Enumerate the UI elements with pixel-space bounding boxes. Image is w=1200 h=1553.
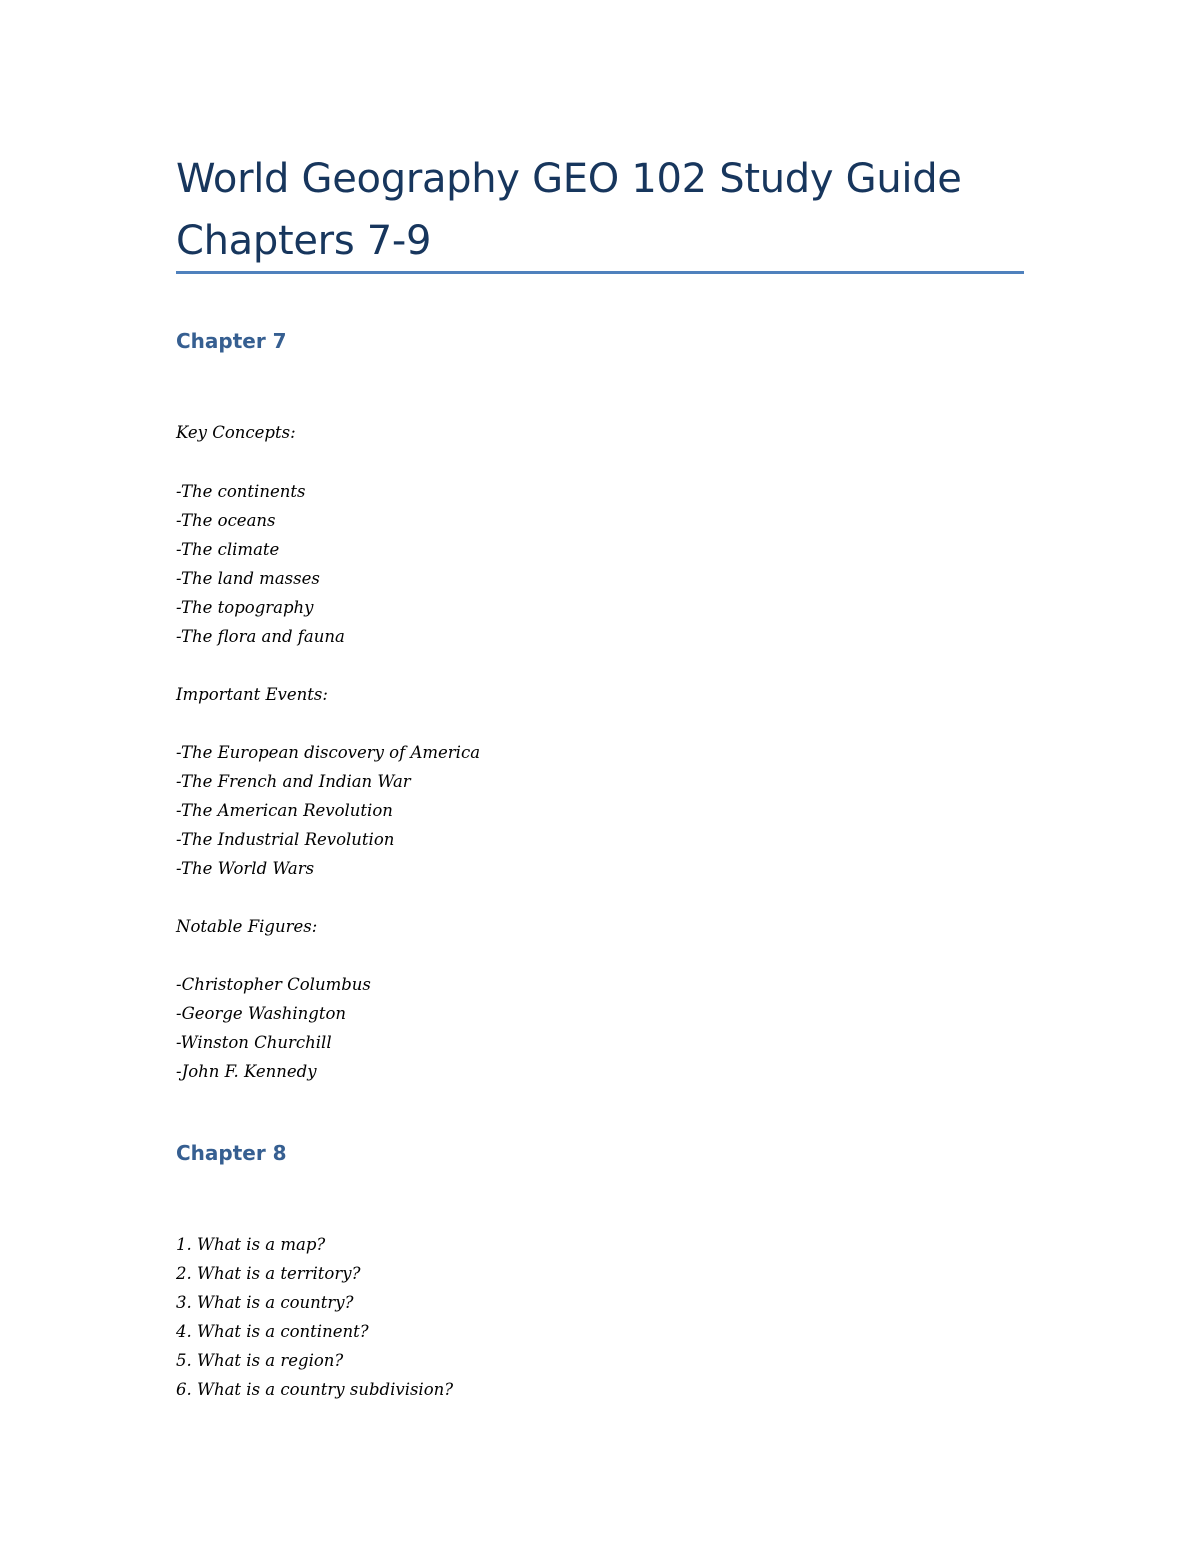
list-item: -The World Wars [176,859,315,878]
chapter-7-heading: Chapter 7 [176,329,287,353]
page-title [176,148,1026,272]
list-item: -Christopher Columbus [176,975,371,994]
list-item: -The oceans [176,511,276,530]
key-concepts-label: Key Concepts: [176,423,296,442]
list-item: -The topography [176,598,314,617]
list-item: -The continents [176,482,306,501]
question-item: 2. What is a territory? [176,1264,361,1283]
title-line-1: World Geography GEO 102 Study Guide [176,156,962,202]
title-line-2: Chapters 7-9 [176,218,432,264]
list-item: -Winston Churchill [176,1033,332,1052]
list-item: -The climate [176,540,280,559]
notable-figures-label: Notable Figures: [176,917,318,936]
title-underline-rule [176,271,1024,274]
question-item: 5. What is a region? [176,1351,344,1370]
question-item: 6. What is a country subdivision? [176,1380,454,1399]
list-item: -The Industrial Revolution [176,830,395,849]
list-item: -The European discovery of America [176,743,481,762]
list-item: -The land masses [176,569,320,588]
question-item: 4. What is a continent? [176,1322,369,1341]
list-item: -The flora and fauna [176,627,345,646]
question-item: 3. What is a country? [176,1293,354,1312]
list-item: -The American Revolution [176,801,393,820]
question-item: 1. What is a map? [176,1235,326,1254]
list-item: -John F. Kennedy [176,1062,317,1081]
list-item: -George Washington [176,1004,347,1023]
important-events-label: Important Events: [176,685,328,704]
chapter-8-heading: Chapter 8 [176,1141,287,1165]
list-item: -The French and Indian War [176,772,411,791]
